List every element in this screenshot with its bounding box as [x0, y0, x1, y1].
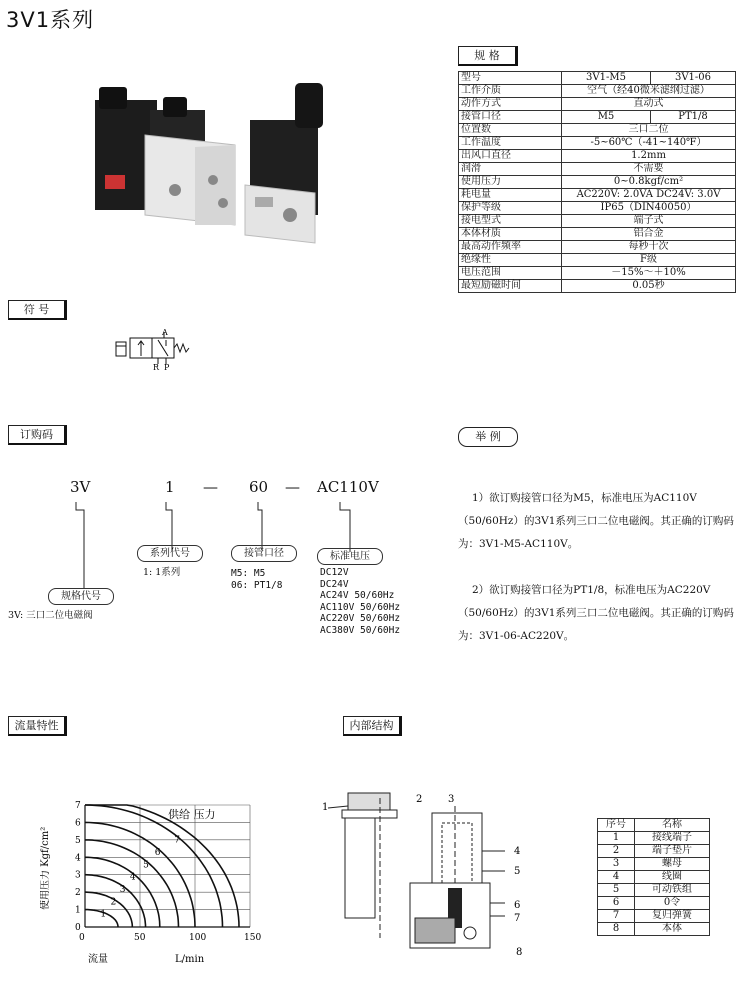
spec-key: 工作温度	[459, 137, 562, 150]
spec-row	[459, 280, 736, 293]
spec-value: 不需要	[562, 163, 736, 176]
spec-value: 空气（经40微米滤纲过滤）	[562, 85, 736, 98]
code-part-voltage: AC110V	[317, 478, 379, 496]
voltage-option: AC24V 50/60Hz	[320, 590, 395, 601]
spec-key: 出风口直径	[459, 150, 562, 163]
spec-value: 1.2mm	[562, 150, 736, 163]
spec-key: 动作方式	[459, 98, 562, 111]
callout-6: 6	[514, 900, 521, 911]
spec-key: 耗电量	[459, 189, 562, 202]
callout-1: 1	[322, 802, 329, 813]
spec-row	[459, 241, 736, 254]
parts-row	[598, 923, 710, 936]
code-part-series: 1	[165, 478, 175, 496]
spec-value: 直动式	[562, 98, 736, 111]
spec-header: 规 格	[458, 46, 518, 66]
spec-row	[459, 137, 736, 150]
x-tick-label: 50	[134, 933, 146, 943]
code-dash-2: —	[285, 478, 300, 496]
flow-x-unit: L/min	[175, 954, 205, 965]
spec-key: 电压范围	[459, 267, 562, 280]
voltage-option: AC220V 50/60Hz	[320, 613, 401, 624]
code-dash-1: —	[203, 478, 218, 496]
spec-row	[459, 72, 736, 85]
flow-chart-title: 供给 压力	[168, 808, 216, 821]
part-name: 线圈	[635, 871, 710, 884]
series-code-desc: 1: 1系列	[143, 567, 181, 578]
parts-row	[598, 871, 710, 884]
voltage-option: AC110V 50/60Hz	[320, 601, 401, 613]
spec-value: 铝合金	[562, 228, 736, 241]
port-code-label: 接管口径	[231, 545, 297, 562]
spec-row	[459, 215, 736, 228]
y-tick-label: 4	[75, 853, 81, 864]
structure-drawing	[320, 788, 550, 968]
spec-row	[459, 111, 736, 124]
part-name: 本体	[635, 923, 710, 936]
spec-row	[459, 228, 736, 241]
voltage-option: AC380V 50/60Hz	[320, 624, 401, 636]
spec-row	[459, 176, 736, 189]
flow-y-label: 使用压力 Kgf/cm²	[40, 826, 51, 910]
spec-row	[459, 202, 736, 215]
spec-key: 绝缘性	[459, 254, 562, 267]
spec-value: 3V1-M5	[562, 72, 651, 85]
spec-value: －15%～＋10%	[562, 267, 736, 280]
voltage-option: DC24V	[320, 578, 349, 590]
port-r-label: R	[153, 363, 160, 370]
spec-key: 型号	[459, 72, 562, 85]
spec-value: 每秒十次	[562, 241, 736, 254]
part-number: 4	[598, 871, 635, 884]
parts-row	[598, 897, 710, 910]
part-number: 5	[598, 884, 635, 897]
spec-table	[458, 71, 736, 293]
curve-label: 2	[110, 897, 117, 908]
parts-row	[598, 910, 710, 923]
spec-key: 润滑	[459, 163, 562, 176]
callout-5: 5	[514, 866, 521, 877]
y-tick-label: 2	[75, 888, 81, 899]
code-part-spec: 3V	[70, 478, 91, 496]
curve-label: 4	[129, 872, 136, 883]
spec-key: 保护等级	[459, 202, 562, 215]
spec-key: 接电型式	[459, 215, 562, 228]
port-p-label: P	[164, 363, 170, 370]
parts-col-name: 名称	[635, 819, 710, 832]
spec-value: M5	[562, 111, 651, 124]
spec-key: 工作介质	[459, 85, 562, 98]
spec-row	[459, 189, 736, 202]
spec-row	[459, 124, 736, 137]
spec-value: IP65（DIN40050）	[562, 202, 736, 215]
parts-row	[598, 832, 710, 845]
spec-value: 0.05秒	[562, 280, 736, 293]
parts-row	[598, 858, 710, 871]
valve-symbol	[112, 328, 192, 370]
structure-header: 内部结构	[343, 716, 402, 736]
parts-header-row	[598, 819, 710, 832]
x-tick-label: 0	[79, 933, 85, 943]
y-tick-label: 6	[75, 818, 81, 829]
part-name: 可动铁组	[635, 884, 710, 897]
part-name: 端子垫片	[635, 845, 710, 858]
outer-curve	[85, 805, 239, 927]
spec-value: 端子式	[562, 215, 736, 228]
spec-key: 最短励磁时间	[459, 280, 562, 293]
part-number: 8	[598, 923, 635, 936]
x-tick-label: 100	[189, 933, 207, 943]
flow-header: 流量特性	[8, 716, 67, 736]
spec-row	[459, 267, 736, 280]
parts-col-no: 序号	[598, 819, 635, 832]
part-number: 3	[598, 858, 635, 871]
part-number: 6	[598, 897, 635, 910]
y-tick-label: 5	[75, 835, 81, 846]
series-code-label: 系列代号	[137, 545, 203, 562]
voltage-options	[320, 567, 400, 636]
parts-table	[597, 818, 710, 936]
callout-7: 7	[514, 913, 521, 924]
voltage-option: DC12V	[320, 567, 349, 578]
spec-code-desc: 3V: 三口二位电磁阀	[8, 610, 93, 621]
callout-4: 4	[514, 846, 521, 857]
callout-2: 2	[416, 794, 423, 805]
callout-8: 8	[516, 947, 523, 958]
parts-row	[598, 884, 710, 897]
product-photo	[85, 75, 345, 250]
spec-key: 最高动作频率	[459, 241, 562, 254]
port-option: M5: M5	[231, 568, 266, 579]
part-name: 接线端子	[635, 832, 710, 845]
voltage-code-label: 标准电压	[317, 548, 383, 565]
spec-value: PT1/8	[651, 111, 736, 124]
x-tick-label: 150	[244, 933, 262, 943]
flow-curve	[85, 840, 179, 927]
spec-row	[459, 163, 736, 176]
spec-value: AC220V: 2.0VA DC24V: 3.0V	[562, 189, 736, 202]
curve-label: 3	[119, 885, 126, 896]
spec-value: 三口二位	[562, 124, 736, 137]
spec-row	[459, 150, 736, 163]
port-options	[231, 568, 282, 592]
curve-label: 7	[174, 835, 180, 846]
part-name: 螺母	[635, 858, 710, 871]
callout-3: 3	[448, 794, 455, 805]
part-name: 0令	[635, 897, 710, 910]
spec-value: 0~0.8kgf/cm²	[562, 176, 736, 189]
curve-label: 1	[100, 909, 107, 920]
curve-label: 6	[154, 848, 161, 859]
spec-key: 本体材质	[459, 228, 562, 241]
spec-row	[459, 98, 736, 111]
y-tick-label: 0	[75, 923, 81, 933]
curve-label: 5	[143, 860, 149, 871]
spec-row	[459, 254, 736, 267]
example-text	[458, 487, 744, 648]
y-tick-label: 3	[75, 870, 81, 881]
spec-code-label: 规格代号	[48, 588, 114, 605]
y-tick-label: 7	[75, 801, 81, 811]
part-number: 1	[598, 832, 635, 845]
parts-row	[598, 845, 710, 858]
spec-key: 使用压力	[459, 176, 562, 189]
part-number: 7	[598, 910, 635, 923]
example-paragraph-1: 1）欲订购接管口径为M5，标准电压为AC110V（50/60Hz）的3V1系列三口二位电磁阀。其正确的订购码为：3V1-M5-AC110V。	[458, 492, 734, 550]
part-number: 2	[598, 845, 635, 858]
flow-x-label: 流量	[88, 954, 108, 965]
spec-row	[459, 85, 736, 98]
spec-value: 3V1-06	[651, 72, 736, 85]
spec-key: 位置数	[459, 124, 562, 137]
example-paragraph-2: 2）欲订购接管口径为PT1/8，标准电压为AC220V（50/60Hz）的3V1系列三口二位电磁阀。其正确的订购码为：3V1-06-AC220V。	[458, 584, 734, 642]
spec-key: 接管口径	[459, 111, 562, 124]
spec-value: -5~60℃（-41~140℉）	[562, 137, 736, 150]
spec-value: F级	[562, 254, 736, 267]
example-header: 举 例	[458, 427, 518, 447]
part-name: 复归弹簧	[635, 910, 710, 923]
symbol-header: 符 号	[8, 300, 67, 320]
order-header: 订购码	[8, 425, 67, 445]
port-option: 06: PT1/8	[231, 580, 283, 591]
code-part-port: 60	[249, 478, 269, 496]
flow-chart	[40, 790, 290, 970]
y-tick-label: 1	[75, 905, 81, 916]
port-a-label: A	[162, 328, 168, 337]
page-title: 3V1系列	[6, 8, 95, 32]
